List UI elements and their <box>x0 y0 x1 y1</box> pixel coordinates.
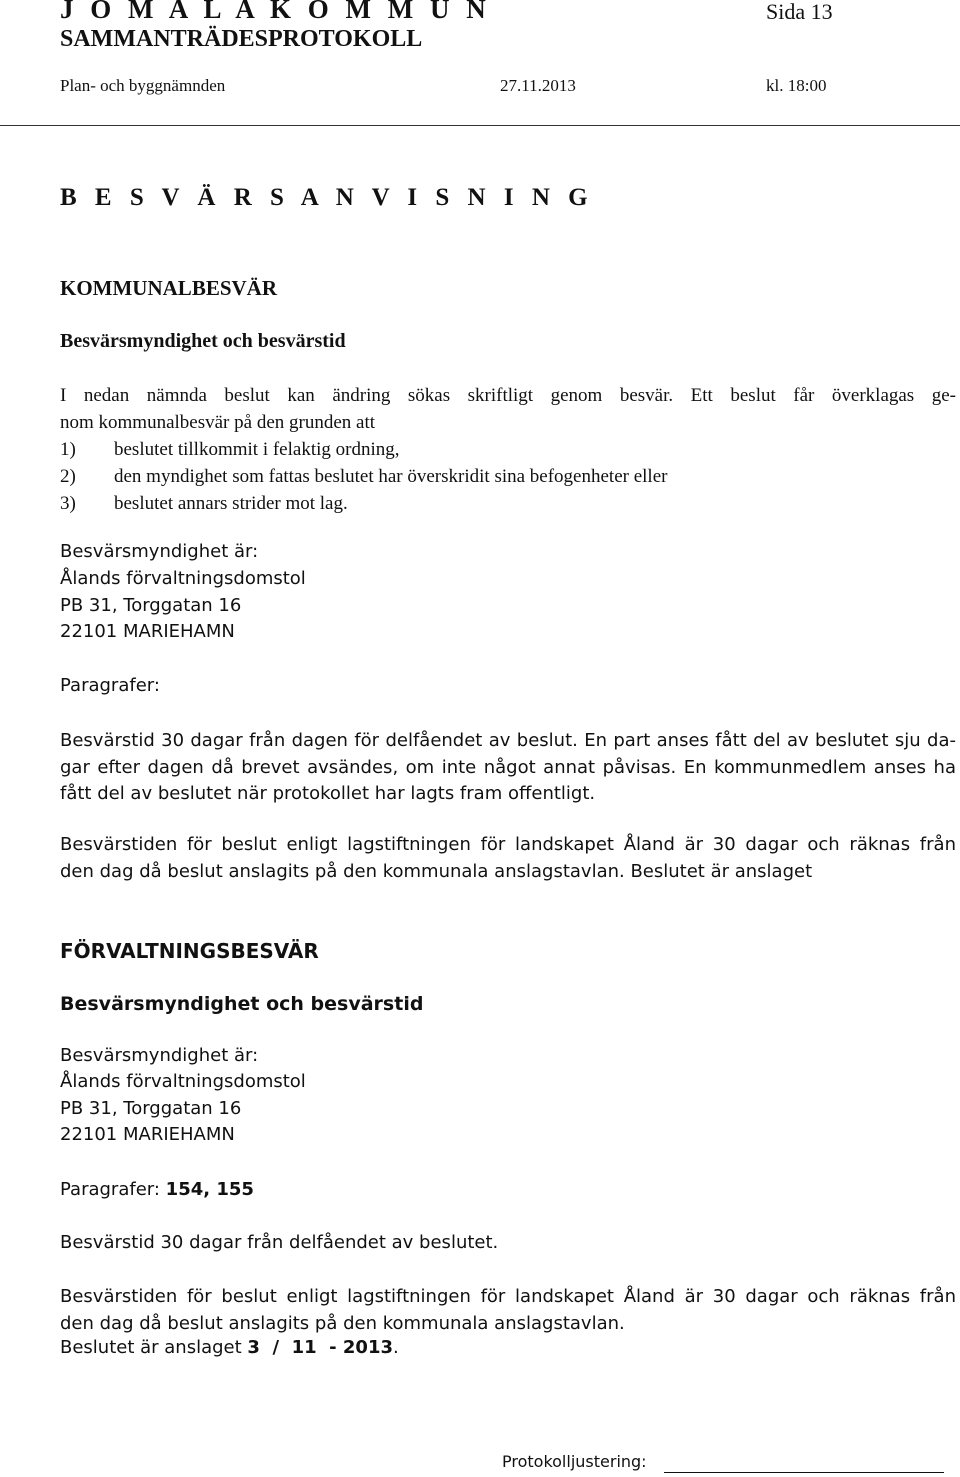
meeting-time: kl. 18:00 <box>766 76 827 95</box>
posted-date: 3 / 11 - 2013 <box>247 1337 394 1358</box>
municipality-name: J O M A L A K O M M U N <box>60 0 491 24</box>
appeal-time-text <box>60 728 956 808</box>
forvaltning-heading: FÖRVALTNINGSBESVÄR <box>60 939 319 963</box>
text-line: den dag då beslut anslagits på den kommunala anslagstavlan. <box>60 1312 625 1334</box>
text-line: fått del av beslutet när protokollet har lagts fram offentligt. <box>60 783 596 804</box>
page-number: Sida 13 <box>766 0 833 24</box>
list-item: 3) beslutet annars strider mot lag. <box>60 493 348 514</box>
protocol-title: SAMMANTRÄDESPROTOKOLL <box>60 26 423 52</box>
posted-label: Beslutet är anslaget <box>60 1337 242 1358</box>
authority-city: 22101 MARIEHAMN <box>60 621 235 642</box>
kommunal-heading: KOMMUNALBESVÄR <box>60 276 278 300</box>
signature-line <box>664 1472 944 1473</box>
authority-address: PB 31, Torggatan 16 <box>60 595 242 616</box>
text-line: den dag då beslut anslagits på den kommunala anslagstavlan. Beslutet är anslaget <box>60 860 813 882</box>
appeal-law-text <box>60 832 956 885</box>
paragraphs-label: Paragrafer: <box>60 675 160 696</box>
posted-suffix: . <box>393 1337 399 1358</box>
text-line: gar efter dagen då brevet avsändes, om inte något annat påvisas. En kommunmedlem anses ha <box>60 756 956 778</box>
meeting-date: 27.11.2013 <box>500 76 576 95</box>
authority-city: 22101 MARIEHAMN <box>60 1124 235 1145</box>
forvaltning-subheading: Besvärsmyndighet och besvärstid <box>60 993 424 1015</box>
committee-name: Plan- och byggnämnden <box>60 76 226 95</box>
authority-label: Besvärsmyndighet är: <box>60 1045 259 1066</box>
paragraphs-line <box>60 1179 254 1200</box>
list-item: 2) den myndighet som fattas beslutet har överskridit sina befogenheter eller <box>60 466 668 487</box>
authority-address: PB 31, Torggatan 16 <box>60 1098 242 1119</box>
authority-label: Besvärsmyndighet är: <box>60 541 259 562</box>
text-line: Besvärstiden för beslut enligt lagstiftningen för landskapet Åland är 30 dagar och räknas från <box>60 1286 956 1307</box>
paragraphs-label: Paragrafer: <box>60 1179 160 1200</box>
text-line: Besvärstiden för beslut enligt lagstiftningen för landskapet Åland är 30 dagar och räknas från <box>60 834 956 855</box>
authority-name: Ålands förvaltningsdomstol <box>60 568 306 589</box>
kommunal-subheading: Besvärsmyndighet och besvärstid <box>60 330 346 352</box>
paragraphs-value: 154, 155 <box>165 1179 254 1200</box>
protocol-adjustment-label: Protokolljustering: <box>502 1452 647 1471</box>
intro-line: nom kommunalbesvär på den grunden att <box>60 412 376 433</box>
posted-line <box>60 1337 399 1358</box>
appeal-law-text <box>60 1284 956 1337</box>
intro-line: I nedan nämnda beslut kan ändring sökas skriftligt genom besvär. Ett beslut får överklagas ge- <box>60 385 956 406</box>
list-item: 1) beslutet tillkommit i felaktig ordning, <box>60 439 400 460</box>
header-divider <box>0 125 960 126</box>
text-line: Besvärstid 30 dagar från dagen för delfåendet av beslut. En part anses fått del av beslutet sju da- <box>60 730 956 751</box>
authority-name: Ålands förvaltningsdomstol <box>60 1071 306 1092</box>
kommunal-intro <box>60 382 956 517</box>
appeal-time-text: Besvärstid 30 dagar från delfåendet av beslutet. <box>60 1232 499 1253</box>
page-title: B E S V Ä R S A N V I S N I N G <box>60 184 594 211</box>
